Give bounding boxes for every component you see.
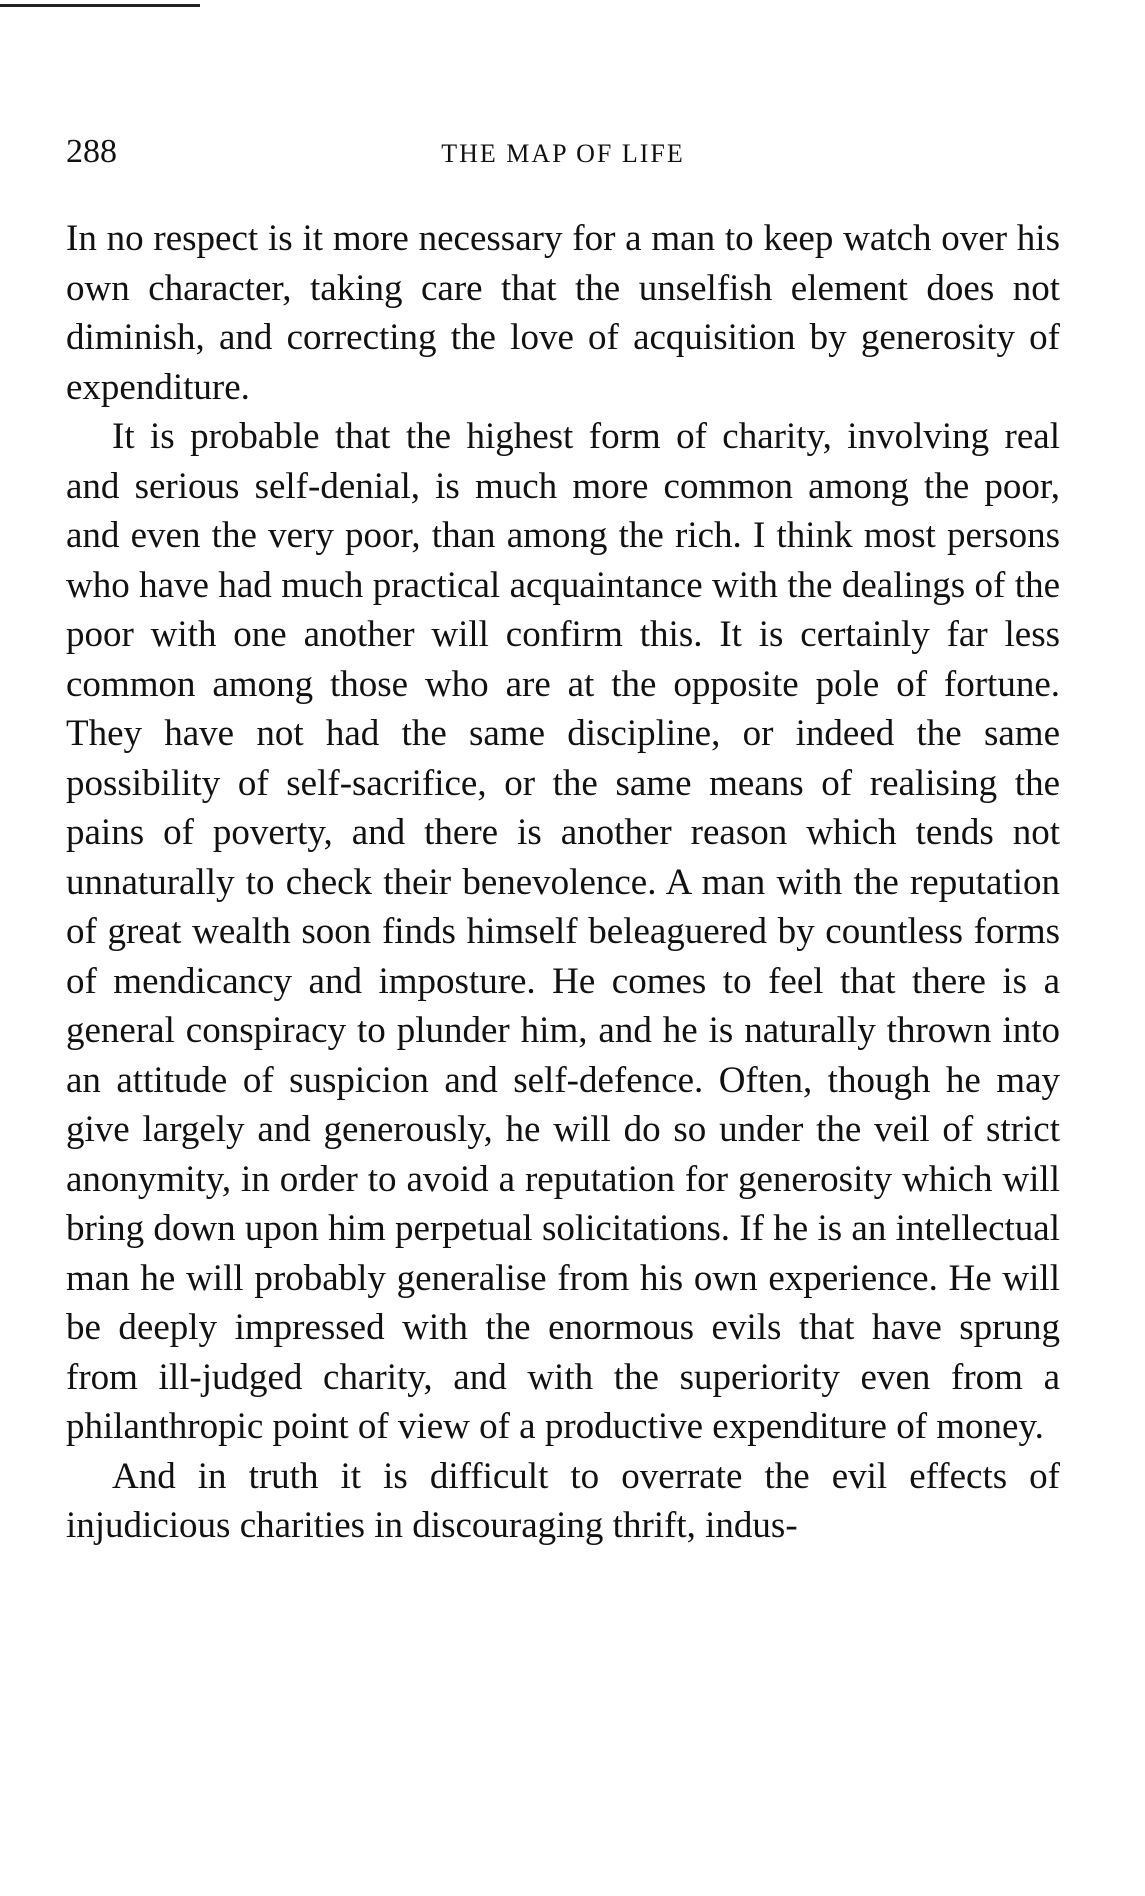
page-number: 288 — [66, 133, 117, 170]
running-title: THE MAP OF LIFE — [441, 139, 685, 168]
top-rule — [0, 4, 200, 7]
page-header — [66, 128, 1060, 176]
paragraph-1: In no respect is it more necessary for a man to keep watch over his own character, taking care that the unselfish element does not diminish, and correcting the love of acquisition by generosity of expenditure. — [66, 218, 1060, 408]
paragraph-3: And in truth it is difficult to overrate the evil effects of injudicious charities in discouraging thrift, indus- — [66, 1455, 1060, 1546]
body-text — [66, 214, 1060, 1551]
paragraph-2: It is probable that the highest form of charity, involving real and serious self-denial, is much more common among the poor, and even the very poor, than among the rich. I think most persons who have had much practical acquaintance with the dealings of the poor with one another will confirm this. It is certainly far less common among those who are at the opposite pole of fortune. They have not had the same discipline, or indeed the same possibility of self-sacrifice, or the same means of realising the pains of poverty, and there is another reason which tends not unnaturally to check their benevolence. A man with the reputation of great wealth soon finds himself beleaguered by countless forms of mendicancy and imposture. He comes to feel that there is a general conspiracy to plunder him, and he is naturally thrown into an attitude of suspicion and self-defence. Often, though he may give largely and generously, he will do so under the veil of strict anonymity, in order to avoid a reputation for generosity which will bring down upon him perpetual solicitations. If he is an intellectual man he will probably generalise from his own experience. He will be deeply impressed with the enormous evils that have sprung from ill-judged charity, and with the superiority even from a philanthropic point of view of a productive expenditure of money. — [66, 416, 1060, 1447]
